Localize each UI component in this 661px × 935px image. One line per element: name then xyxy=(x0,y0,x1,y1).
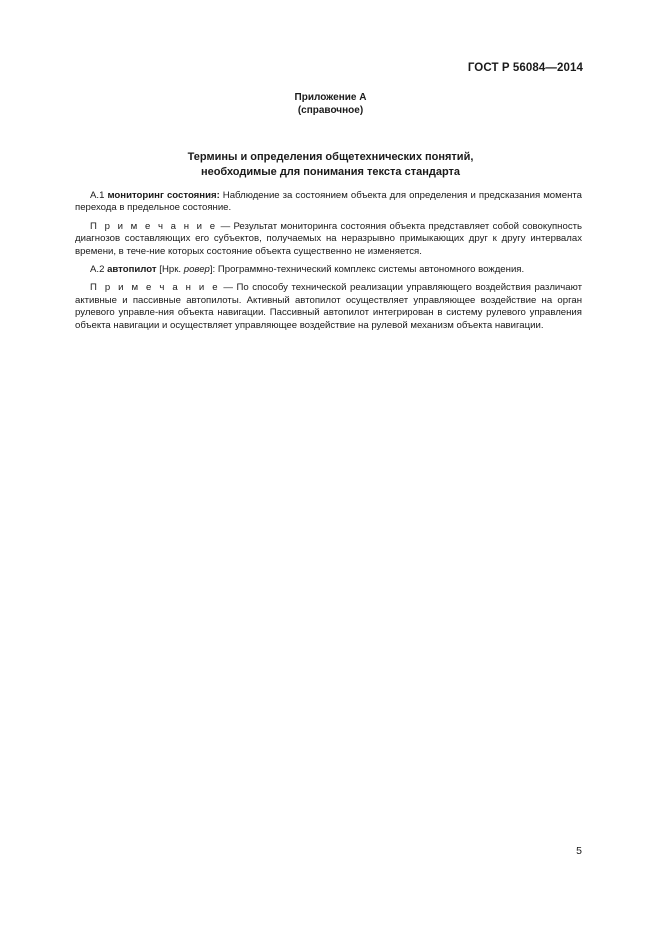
term-entry-a2 xyxy=(75,264,582,276)
standard-number: ГОСТ Р 56084—2014 xyxy=(467,62,583,74)
annex-heading xyxy=(0,91,661,117)
term-entry-a1 xyxy=(75,190,582,215)
annex-title: Приложение А xyxy=(294,92,367,103)
note-a2 xyxy=(75,282,582,332)
entry-number: А.2 xyxy=(90,264,105,276)
term-name: автопилот xyxy=(107,264,157,276)
section-title-line-2: необходимые для понимания текста стандарта xyxy=(200,165,461,178)
note-a1 xyxy=(75,221,582,258)
note-label: П р и м е ч а н и е xyxy=(90,220,218,232)
section-title-line-1: Термины и определения общетехнических понятий, xyxy=(187,151,474,163)
document-body xyxy=(75,190,582,338)
term-definition: Наблюдение за состоянием объекта для определения и предсказания момента перехода в предельное состояние. xyxy=(75,190,582,214)
note-text: — Результат мониторинга состояния объекта представляет собой совокупность диагнозов составляющих его субъектов, получаемых на неразрывно примыкающих друг к другу интервалах времени, в тече-ние которых состояние объекта существенно не изменяется. xyxy=(75,220,583,257)
deprecated-term: ровер xyxy=(183,264,210,276)
note-label: П р и м е ч а н и е xyxy=(90,282,220,294)
abbr-suffix: ]: xyxy=(209,264,216,276)
term-name: мониторинг состояния: xyxy=(107,190,220,201)
page-number: 5 xyxy=(576,845,582,857)
term-definition: Программно-технический комплекс системы автономного вождения. xyxy=(215,264,525,276)
note-text: — По способу технической реализации управляющего воздействия различают активные и пассивные автопилоты. Активный автопилот осуществляет управляющее воздействие на орган рулевого управле-ния объекта навигации. Пассивный автопилот интегрирован в систему рулевого управления объекта навигации и осуществляет управляющее воздействие на рулевой механизм объекта навигации. xyxy=(75,282,582,331)
entry-number: А.1 xyxy=(90,190,105,201)
section-heading xyxy=(0,150,661,179)
annex-subtitle: (справочное) xyxy=(297,105,364,116)
abbr-prefix: [Нрк. xyxy=(156,264,184,276)
